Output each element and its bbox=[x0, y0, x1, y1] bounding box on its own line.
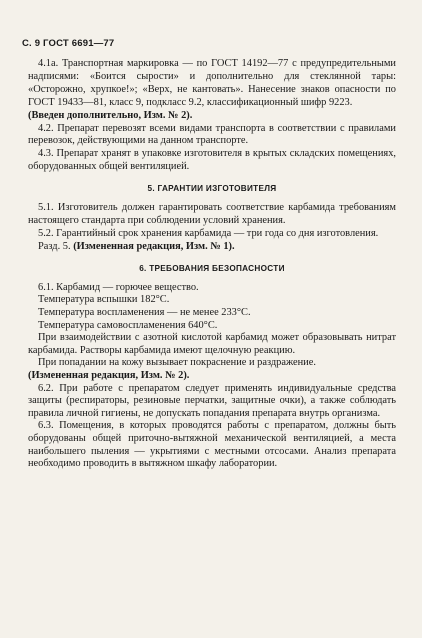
amendment-note-6: (Измененная редакция, Изм. № 2). bbox=[28, 369, 190, 381]
section-6-heading: 6. ТРЕБОВАНИЯ БЕЗОПАСНОСТИ bbox=[139, 263, 285, 273]
skin-contact-note: При попадании на кожу вызывает покраснение и раздражение. bbox=[38, 357, 316, 369]
ignition-point: Температура воспламенения — не менее 233°С. bbox=[38, 306, 251, 318]
section-5-heading: 5. ГАРАНТИИ ИЗГОТОВИТЕЛЯ bbox=[147, 184, 277, 194]
page-header: С. 9 ГОСТ 6691—77 bbox=[22, 38, 115, 49]
autoignition-point: Температура самовоспламенения 640°С. bbox=[38, 319, 218, 331]
clause-6-1: 6.1. Карбамид — горючее вещество. bbox=[38, 281, 199, 293]
clause-5-2: 5.2. Гарантийный срок хранения карбамида — три года со дня изготовления. bbox=[38, 227, 379, 239]
clause-6-2: 6.2. При работе с препаратом следует применять индивидуальные средства защиты (респираторы, резиновые перчатки, защитные очки), а также соблюдать правила личной гигиены, не допускать попадания препарата внутрь организма. bbox=[28, 382, 396, 419]
clause-4-3: 4.3. Препарат хранят в упаковке изготовителя в крытых складских помещениях, оборудованных общей вентиляцией. bbox=[28, 148, 396, 173]
page-content bbox=[28, 58, 396, 471]
section-5-amendment-text: (Измененная редакция, Изм. № 1). bbox=[73, 240, 235, 252]
clause-5-1: 5.1. Изготовитель должен гарантировать соответствие карбамида требованиям настоящего стандарта при соблюдении условий хранения. bbox=[28, 202, 396, 227]
amendment-note-4-1a: (Введен дополнительно, Изм. № 2). bbox=[28, 109, 193, 121]
nitric-acid-note: При взаимодействии с азотной кислотой карбамид может образовывать нитрат карбамида. Растворы карбамида имеют щелочную реакцию. bbox=[28, 332, 396, 356]
clause-4-1a: 4.1а. Транспортная маркировка — по ГОСТ 14192—77 с предупредительными надписями: «Боится сырости» и дополнительно для стеклянной тары: «Осторожно, хрупкое!»; «Верх, не кантовать». Нанесение знаков опасности по ГОСТ 19433—81, класс 9, подкласс 9.2, классификационный шифр 9223. bbox=[28, 58, 396, 108]
section-5-amendment bbox=[28, 241, 396, 254]
section-6-body bbox=[28, 282, 396, 471]
clause-6-3: 6.3. Помещения, в которых проводятся работы с препаратом, должны быть оборудованы общей приточно-вытяжной механической вентиляцией, а места наибольшего пыления — укрытиями с местными отсосами. Анализ препарата необходимо проводить в вытяжном шкафу лаборатории. bbox=[28, 420, 396, 470]
clause-4-2: 4.2. Препарат перевозят всеми видами транспорта в соответствии с правилами перевозок, действующими на данном транспорте. bbox=[28, 122, 396, 147]
section-5-amendment-prefix: Разд. 5. bbox=[38, 240, 71, 252]
flash-point: Температура вспышки 182°С. bbox=[38, 294, 170, 306]
